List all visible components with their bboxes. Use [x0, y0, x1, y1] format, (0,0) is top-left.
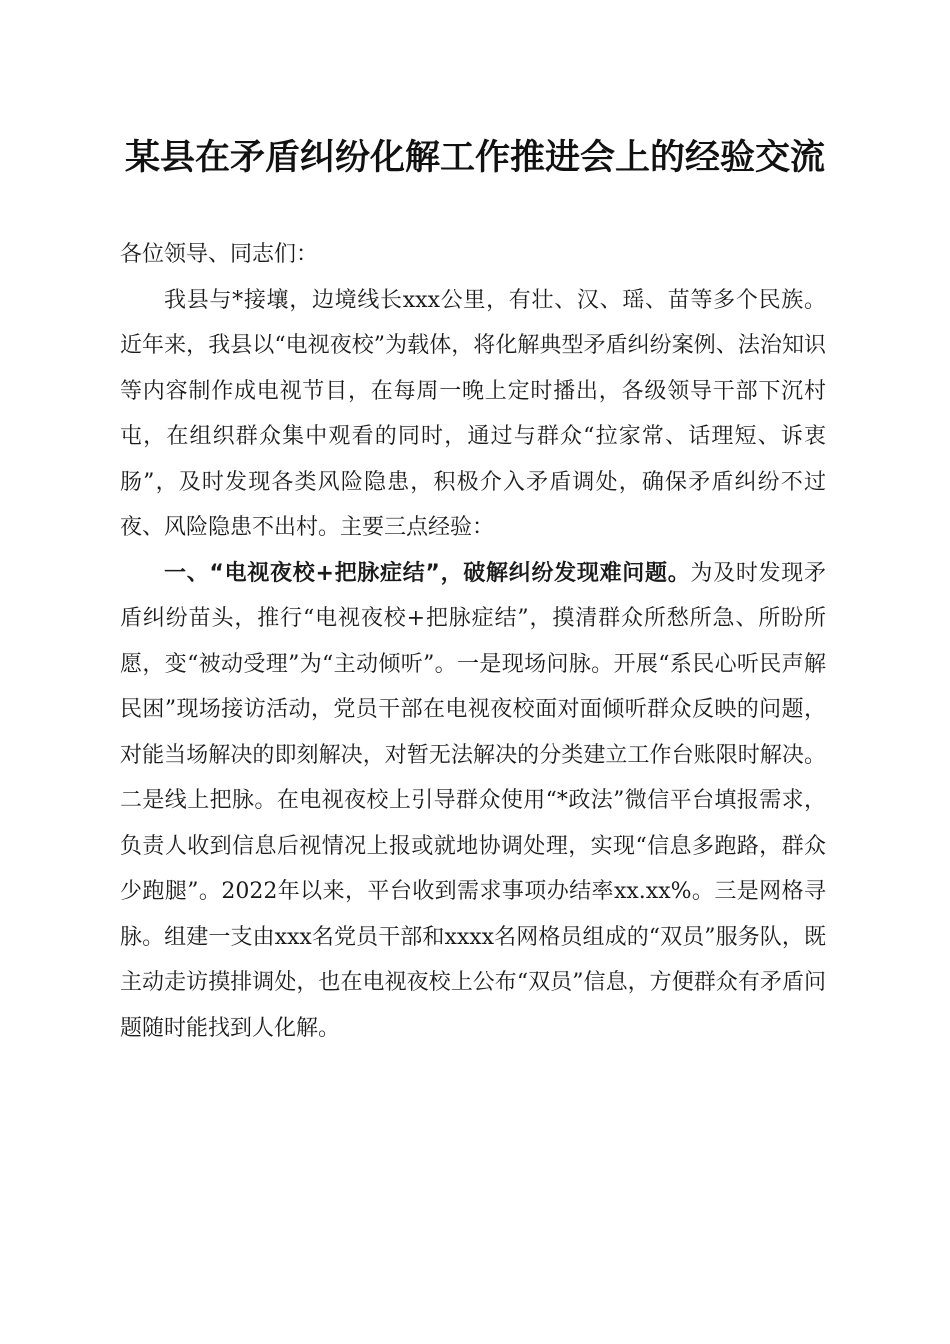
section-one-text: 为及时发现矛盾纠纷苗头，推行“电视夜校+把脉症结”，摸清群众所愁所急、所盼所愿，变“被动受理”为“主动倾听”。一是现场问脉。开展“系民心听民声解民困”现场接访活动，党员干部在电视夜校面对面倾听群众反映的问题，对能当场解决的即刻解决，对暂无法解决的分类建立工作台账限时解决。二是线上把脉。在电视夜校上引导群众使用“*政法”微信平台填报需求，负责人收到信息后视情况上报或就地协调处理，实现“信息多跑路，群众少跑腿”。2022年以来，平台收到需求事项办结率xx.xx%。三是网格寻脉。组建一支由xxx名党员干部和xxxx名网格员组成的“双员”服务队，既主动走访摸排调处，也在电视夜校上公布“双员”信息，方便群众有矛盾问题随时能找到人化解。 — [120, 560, 826, 1041]
document-body — [120, 232, 826, 1051]
paragraph-intro-text: 我县与*接壤，边境线长xxx公里，有壮、汉、瑶、苗等多个民族。近年来，我县以“电视夜校”为载体，将化解典型矛盾纠纷案例、法治知识等内容制作成电视节目，在每周一晚上定时播出，各级领导干部下沉村屯，在组织群众集中观看的同时，通过与群众“拉家常、话理短、诉衷肠”，及时发现各类风险隐患，积极介入矛盾调处，确保矛盾纠纷不过夜、风险隐患不出村。主要三点经验： — [120, 287, 826, 540]
section-one-heading: 一、“电视夜校+把脉症结”，破解纠纷发现难问题。 — [164, 560, 691, 586]
salutation: 各位领导、同志们： — [120, 242, 319, 267]
paragraph-section-one — [120, 551, 826, 1052]
document-title: 某县在矛盾纠纷化解工作推进会上的经验交流 — [124, 137, 825, 178]
paragraph-intro — [120, 278, 826, 551]
